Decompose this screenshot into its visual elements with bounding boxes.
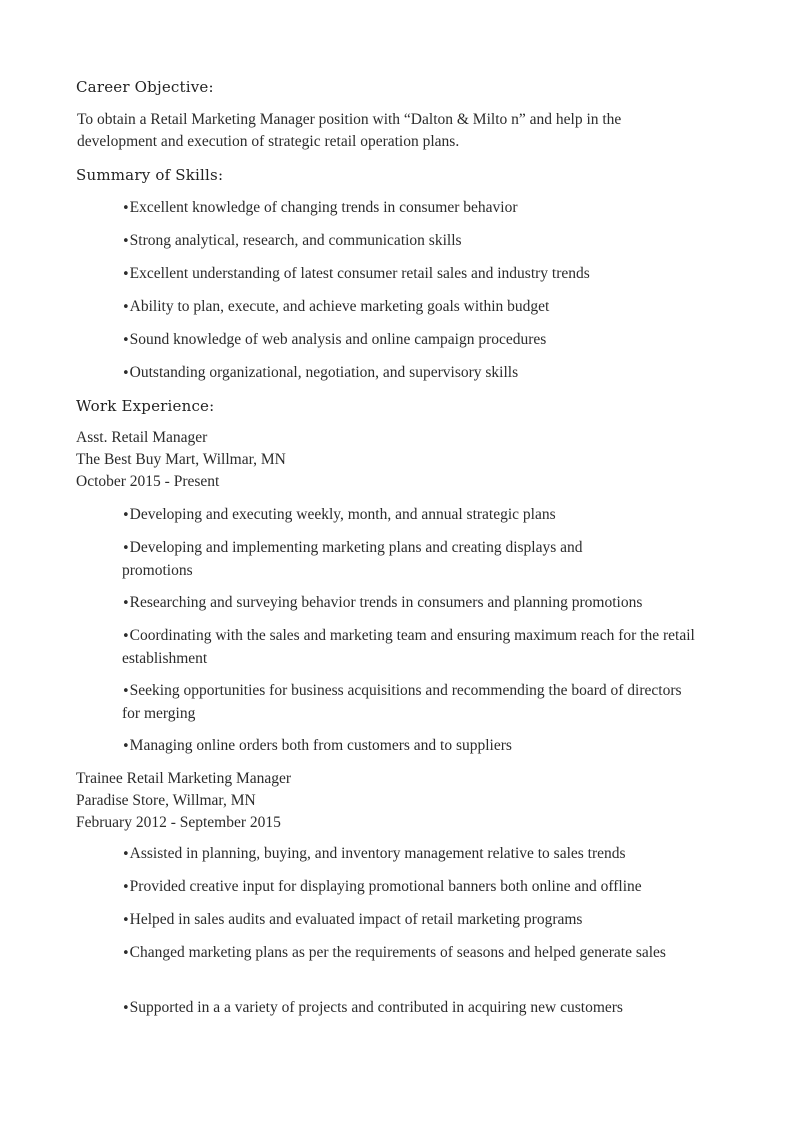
- duty-item: •Helped in sales audits and evaluated impact of retail marketing programs: [122, 911, 583, 928]
- bullet-icon: •: [122, 739, 130, 754]
- bullet-icon: •: [122, 234, 130, 249]
- duty-item: •Developing and implementing marketing plans and creating displays and promotions: [122, 539, 583, 579]
- duty-item: •Researching and surveying behavior trends in consumers and planning promotions: [122, 594, 643, 611]
- bullet-icon: •: [122, 847, 130, 862]
- skill-item: •Excellent knowledge of changing trends in consumer behavior: [122, 199, 518, 216]
- bullet-icon: •: [122, 333, 130, 348]
- duty-item: •Changed marketing plans as per the requirements of seasons and helped generate sales: [122, 944, 666, 961]
- job-title: Asst. Retail Manager: [76, 429, 208, 446]
- duty-item: •Assisted in planning, buying, and inventory management relative to sales trends: [122, 845, 626, 862]
- duty-item: •Developing and executing weekly, month, and annual strategic plans: [122, 506, 556, 523]
- job-company: The Best Buy Mart, Willmar, MN: [76, 451, 286, 468]
- bullet-icon: •: [122, 1001, 130, 1016]
- bullet-icon: •: [122, 366, 130, 381]
- objective-line-1: To obtain a Retail Marketing Manager position with “Dalton & Milto n” and help in the: [77, 111, 622, 128]
- skill-item: •Ability to plan, execute, and achieve marketing goals within budget: [122, 298, 550, 315]
- bullet-icon: •: [122, 508, 130, 523]
- experience-heading: Work Experience:: [76, 397, 215, 415]
- objective-line-2: development and execution of strategic retail operation plans.: [77, 133, 460, 150]
- bullet-icon: •: [122, 684, 130, 699]
- duty-item: •Seeking opportunities for business acquisitions and recommending the board of directors for merging: [122, 682, 682, 722]
- duty-item: •Supported in a a variety of projects and contributed in acquiring new customers: [122, 999, 623, 1016]
- skill-item: •Sound knowledge of web analysis and online campaign procedures: [122, 331, 547, 348]
- career-objective-heading: Career Objective:: [76, 78, 214, 96]
- job-title: Trainee Retail Marketing Manager: [76, 770, 292, 787]
- duty-item: •Coordinating with the sales and marketing team and ensuring maximum reach for the retail establishment: [122, 627, 695, 667]
- bullet-icon: •: [122, 880, 130, 895]
- bullet-icon: •: [122, 267, 130, 282]
- bullet-icon: •: [122, 913, 130, 928]
- bullet-icon: •: [122, 541, 130, 556]
- bullet-icon: •: [122, 596, 130, 611]
- duty-item: •Provided creative input for displaying promotional banners both online and offline: [122, 878, 642, 895]
- job-dates: October 2015 - Present: [76, 473, 220, 490]
- skill-item: •Strong analytical, research, and communication skills: [122, 232, 462, 249]
- job-company: Paradise Store, Willmar, MN: [76, 792, 256, 809]
- bullet-icon: •: [122, 300, 130, 315]
- skill-item: •Outstanding organizational, negotiation, and supervisory skills: [122, 364, 519, 381]
- job-dates: February 2012 - September 2015: [76, 814, 281, 831]
- bullet-icon: •: [122, 201, 130, 216]
- bullet-icon: •: [122, 629, 130, 644]
- skills-heading: Summary of Skills:: [76, 166, 224, 184]
- skill-item: •Excellent understanding of latest consumer retail sales and industry trends: [122, 265, 590, 282]
- duty-item: •Managing online orders both from customers and to suppliers: [122, 737, 512, 754]
- bullet-icon: •: [122, 946, 130, 961]
